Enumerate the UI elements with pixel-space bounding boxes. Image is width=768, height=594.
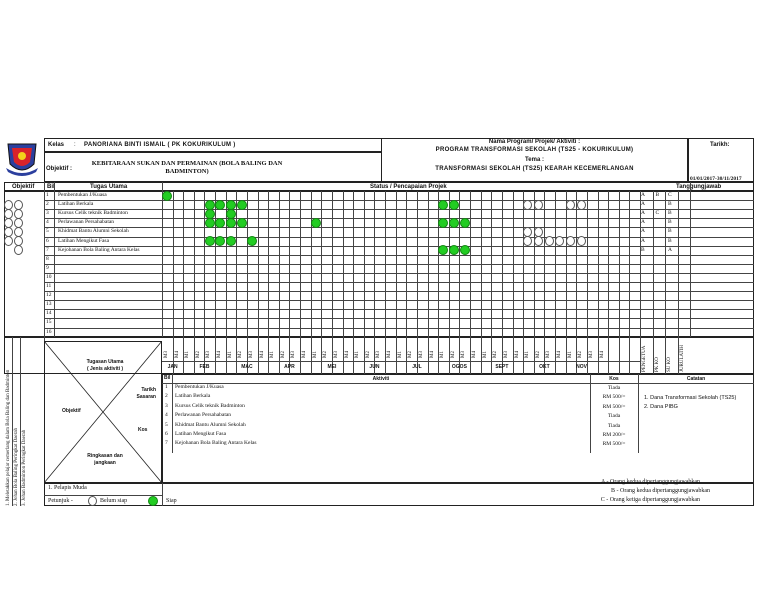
legend-label: Petunjuk -	[48, 498, 73, 504]
resp-head: PENGETUA	[642, 345, 647, 372]
week-label: M4	[259, 351, 265, 358]
resp-letter: A	[641, 192, 645, 198]
task-no: 3	[46, 210, 49, 217]
task-name: Khidmat Bantu Alumni Sekolah	[58, 228, 129, 235]
week-label: M3	[418, 351, 424, 358]
activity-name: Perlawanan Persahabatan	[175, 412, 232, 419]
activity-no: 6	[165, 431, 168, 437]
pending-legend-icon	[88, 496, 97, 506]
resp-head: PK KO	[654, 357, 660, 372]
resp-letter: A	[641, 210, 645, 217]
resp-letter: B	[668, 237, 672, 244]
task-name: Latihan Mengikut Fasa	[58, 237, 110, 244]
week-label: M3	[291, 351, 297, 358]
task-no: 9	[46, 264, 49, 271]
legend-pending: Belum siap	[100, 498, 128, 504]
activity-cost: RM 200/=	[602, 432, 626, 438]
task-name: Perlawanan Persahabatan	[58, 219, 115, 226]
week-label: M4	[387, 351, 393, 358]
legend-b: B - Orang kedua dipertanggungjawabkan	[611, 488, 710, 494]
week-label: M2	[323, 351, 329, 358]
done-marker	[237, 218, 247, 228]
done-marker	[162, 191, 172, 201]
objektif-value: KEBITARAAN SUKAN DAN PERMAINAN (BOLA BALING DAN BADMINTON)	[91, 160, 283, 176]
diamond-top-2: ( Jenis aktiviti )	[86, 366, 124, 372]
week-label: M4	[514, 351, 520, 358]
week-label: M1	[312, 351, 318, 358]
activity-cost: Tiada	[607, 413, 621, 420]
activity-no: 5	[165, 421, 168, 428]
week-label: M1	[482, 351, 488, 358]
task-no: 2	[46, 201, 49, 208]
activity-no: 7	[165, 440, 168, 447]
activity-cost: RM 500/=	[602, 403, 626, 410]
task-no: 8	[46, 255, 49, 262]
task-no: 1	[46, 192, 49, 198]
activity-name: Khidmat Bantu Alumni Sekolah	[175, 421, 246, 428]
month-label: MAC	[241, 364, 253, 370]
done-marker	[215, 200, 225, 210]
diamond-right: Kos	[138, 427, 148, 433]
resp-letter: B	[668, 219, 672, 226]
week-label: M2	[195, 351, 201, 358]
bt-catatan: Catatan	[686, 376, 706, 382]
activity-cost: RM 500/=	[602, 394, 626, 401]
diamond-right-top-2: Sasaran	[136, 394, 156, 400]
task-no: 12	[46, 292, 52, 299]
col-tanggung: Tanggungjawab	[676, 184, 722, 190]
task-no: 13	[46, 301, 52, 308]
program-title: Nama Program/ Projek/ Aktiviti :	[488, 139, 581, 145]
week-label: M4	[174, 351, 180, 358]
task-name: Kursus Celik teknik Badminton	[58, 210, 128, 217]
week-label: M1	[355, 351, 361, 358]
objective-vertical-text: 2. Johan Bola Baling Peringkat Daerah	[14, 427, 19, 506]
col-status: Status / Pencapaian Projek	[370, 184, 447, 190]
done-legend-icon	[148, 496, 158, 506]
week-label: M2	[493, 351, 499, 358]
task-no: 16	[46, 328, 52, 335]
week-label: M4	[599, 351, 605, 358]
resp-letter: A	[668, 246, 672, 253]
tema-value: TRANSFORMASI SEKOLAH (TS25) KEARAH KECEMERLANGAN	[435, 166, 634, 172]
week-label: M3	[376, 351, 382, 358]
activity-cost: Tiada	[607, 385, 621, 391]
activity-name: Kejohanan Bola Baling Antara Kelas	[175, 440, 257, 447]
done-marker	[460, 245, 470, 255]
resp-letter: B	[641, 246, 645, 253]
pending-marker	[545, 236, 554, 246]
week-label: M3	[248, 351, 254, 358]
done-marker	[237, 200, 247, 210]
week-label: M4	[217, 351, 223, 358]
footer-item: 1. Pelapis Muda	[48, 485, 87, 491]
diamond-bottom-2: jangkaan	[94, 460, 116, 466]
resp-letter: C	[655, 210, 660, 217]
resp-head: SU KO	[667, 357, 672, 372]
col-tugas: Tugas Utama	[90, 184, 128, 190]
note-2: 2. Dana PIBG	[644, 404, 678, 410]
task-no: 11	[46, 283, 52, 289]
task-no: 15	[46, 319, 52, 326]
objective-vertical-text: 1. Meletakkan pelajar cemerlang dalam Bola Baling dan Badminton	[6, 369, 11, 506]
done-marker	[449, 218, 459, 228]
activity-no: 4	[165, 412, 168, 419]
activity-cost: RM 500/=	[602, 441, 626, 448]
diamond-top: Tugasan Utama	[86, 359, 124, 365]
week-label: M2	[280, 351, 286, 358]
month-label: NOV	[576, 364, 587, 370]
done-marker	[226, 209, 236, 219]
week-label: M1	[397, 351, 403, 358]
week-label: M1	[185, 351, 191, 358]
done-marker	[226, 236, 236, 246]
task-no: 14	[46, 310, 52, 317]
week-label: M2	[535, 351, 541, 358]
task-name: Kejohanan Bola Baling Antara Kelas	[58, 246, 140, 253]
resp-letter: B	[655, 192, 660, 198]
legend-a: A - Orang kedua dipertanggungjawabkan	[601, 479, 700, 485]
pending-marker	[566, 236, 575, 246]
week-label: M3	[333, 351, 339, 358]
legend-c: C - Orang ketiga dipertanggungjawabkan	[600, 497, 700, 503]
activity-no: 1	[165, 384, 168, 390]
done-marker	[311, 218, 321, 228]
done-marker	[226, 218, 236, 228]
resp-letter: C	[668, 192, 672, 198]
activity-table	[162, 374, 754, 483]
pending-marker	[577, 236, 586, 246]
done-marker	[205, 209, 215, 219]
bt-kos: Kos	[609, 376, 619, 382]
diamond-left: Objektif	[62, 408, 81, 414]
activity-name: Pembentukan J/Kuasa	[175, 384, 224, 390]
activity-cost: Tiada	[607, 422, 621, 429]
resp-letter: A	[641, 219, 645, 226]
month-label: OGOS	[451, 364, 467, 370]
week-label: M4	[557, 351, 563, 358]
tema-label: Tema :	[525, 157, 544, 163]
month-label: JUL	[412, 364, 422, 370]
done-marker	[460, 218, 470, 228]
week-label: M2	[450, 351, 456, 358]
done-marker	[449, 200, 459, 210]
week-label: M2	[408, 351, 414, 358]
month-label: JAN	[167, 364, 178, 370]
objective-vertical-text: 3. Johan Badminton Peringkat Daerah	[22, 429, 27, 506]
col-bil: Bil	[47, 184, 55, 190]
task-name: Latihan Berkala	[58, 201, 94, 208]
month-label: MEI	[327, 364, 337, 370]
resp-head: JURULATIH	[679, 345, 685, 372]
objektif-label: Objektif :	[46, 166, 73, 172]
week-label: M4	[429, 351, 435, 358]
task-no: 5	[46, 228, 49, 235]
month-label: APR	[284, 364, 295, 370]
activity-no: 3	[165, 402, 168, 409]
week-label: M1	[440, 351, 446, 358]
task-no: 10	[46, 273, 52, 280]
bt-bil: Bil	[164, 375, 171, 381]
week-label: M3	[503, 351, 509, 358]
bt-aktiviti: Aktiviti	[372, 376, 390, 382]
month-label: SEPT	[495, 364, 509, 370]
task-no: 6	[46, 237, 49, 244]
resp-letter: B	[668, 201, 672, 208]
resp-letter: A	[641, 228, 645, 235]
week-label: M3	[206, 351, 212, 358]
pending-marker	[577, 200, 586, 210]
week-label: M4	[472, 351, 478, 358]
diamond-bottom: Ringkasan dan	[87, 453, 123, 459]
week-label: M1	[270, 351, 276, 358]
week-label: M2	[238, 351, 244, 358]
kelas-value: PANORIANA BINTI ISMAIL ( PK KOKURIKULUM )	[84, 142, 236, 148]
month-label: JUN	[369, 364, 380, 370]
col-objektif: Objektif	[12, 184, 35, 190]
week-label: M1	[227, 351, 233, 358]
task-no: 4	[46, 219, 49, 226]
tarikh-value: 01/01/2017-30/11/2017	[690, 176, 742, 182]
task-name: Pembentukan J/Kuasa	[58, 192, 107, 198]
planning-sheet: Kelas : PANORIANA BINTI ISMAIL ( PK KOKURIKULUM ) Objektif : KEBITARAAN SUKAN DAN PERMAINAN (BOLA BALING DAN BADMINTON) Nama Program/ Projek/ Aktiviti : PROGRAM TRANSFORMASI SEKOLAH (TS25 - KOKURIKULUM) Tema : TRANSFORMASI SEKOLAH (TS25) KEARAH KECEMERLANGAN Tarikh: 01/01/2017-30/11/2017 Objektif Bil Tugas Utama Status / Pencapaian Projek Tanggungjawab 1 Pembentukan J/Kuasa 2 Latihan Berkala 3 Kursus Celik teknik Badminton 4 Perlawanan Persahabatan 5 Khidmat Bantu Alumni Sekolah 6 Latihan Mengikut Fasa 7 Kejohanan Bola Baling Antara Kelas 8 9 10 11 12 13 14 15 16 A B C A B A C B A B A B A B B A M3 M4 M1 M2 M3 M4 M1 M2 M3 M4 M1 M2 M3 M4 M1 M2 M3 M4 M1 M2 M3 M4 M1 M2 M3 M4 M1 M2 M3 M4 M1 M2 M3 M4 M1 M2 M3 M4 M1 M2 M3 M4 JAN FEB MAC APR MEI JUN JUL OGOS SEPT OKT NOV PENGETUA PK KO SU KO JURULATIH 1. Meletakkan pelajar cemerlang dalam Bola Baling dan Badminton 2. Johan Bola Baling Peringkat Daerah 3. Johan Badminton Peringkat Daerah 1 Pembentukan J/Kuasa Tiada 2 Latihan Berkala RM 500/= 3 Kursus Celik teknik Badminton RM 500/= 4 Perlawanan Persahabatan Tiada 5 Khidmat Bantu Alumni Sekolah Tiada 6 Latihan Mengikut Fasa RM 200/= 7 Kejohanan Bola Baling Antara Kelas RM 500/= Tugasan Utama ( Jenis aktiviti ) Objektif Tarikh Sasaran Kos Ringkasan dan jangkaan Bil Aktiviti Kos Catatan 1. Dana Transformasi Sekolah (TS25) 2. Dana PIBG 1. Pelapis Muda Petunjuk - Belum siap Siap A - Orang kedua dipertanggungjawabkan B - Orang kedua dipertanggungjawabkan C - Orang ketiga dipertanggungjawabkan	[0, 130, 768, 508]
week-label: M3	[546, 351, 552, 358]
month-label: FEB	[199, 364, 210, 370]
resp-letter: B	[668, 210, 672, 217]
week-label: M3	[588, 351, 594, 358]
resp-letter: B	[668, 228, 672, 235]
week-label: M3	[164, 351, 169, 358]
resp-letter: A	[641, 201, 645, 208]
activity-name: Latihan Berkala	[175, 393, 211, 400]
done-marker	[205, 218, 215, 228]
week-label: M4	[302, 351, 308, 358]
week-label: M1	[525, 351, 531, 358]
activity-name: Kursus Celik teknik Badminton	[175, 402, 245, 409]
activity-no: 2	[165, 393, 168, 400]
diamond-right-top: Tarikh	[141, 387, 156, 393]
tarikh-label: Tarikh:	[710, 142, 730, 148]
pending-marker	[534, 200, 543, 210]
week-label: M4	[344, 351, 350, 358]
pending-marker	[566, 200, 575, 210]
program-value: PROGRAM TRANSFORMASI SEKOLAH (TS25 - KOKURIKULUM)	[435, 147, 634, 153]
done-marker	[205, 236, 215, 246]
week-label: M1	[567, 351, 573, 358]
month-label: OKT	[539, 364, 550, 370]
objective-ring	[4, 236, 13, 246]
week-label: M2	[365, 351, 371, 358]
resp-letter: A	[641, 237, 645, 244]
week-label: M3	[461, 351, 467, 358]
week-label: M2	[578, 351, 584, 358]
kelas-label: Kelas	[48, 142, 65, 148]
note-1: 1. Dana Transformasi Sekolah (TS25)	[644, 395, 737, 401]
task-no: 7	[46, 246, 49, 253]
activity-name: Latihan Mengikut Fasa	[175, 431, 227, 437]
legend-done: Siap	[166, 498, 177, 504]
